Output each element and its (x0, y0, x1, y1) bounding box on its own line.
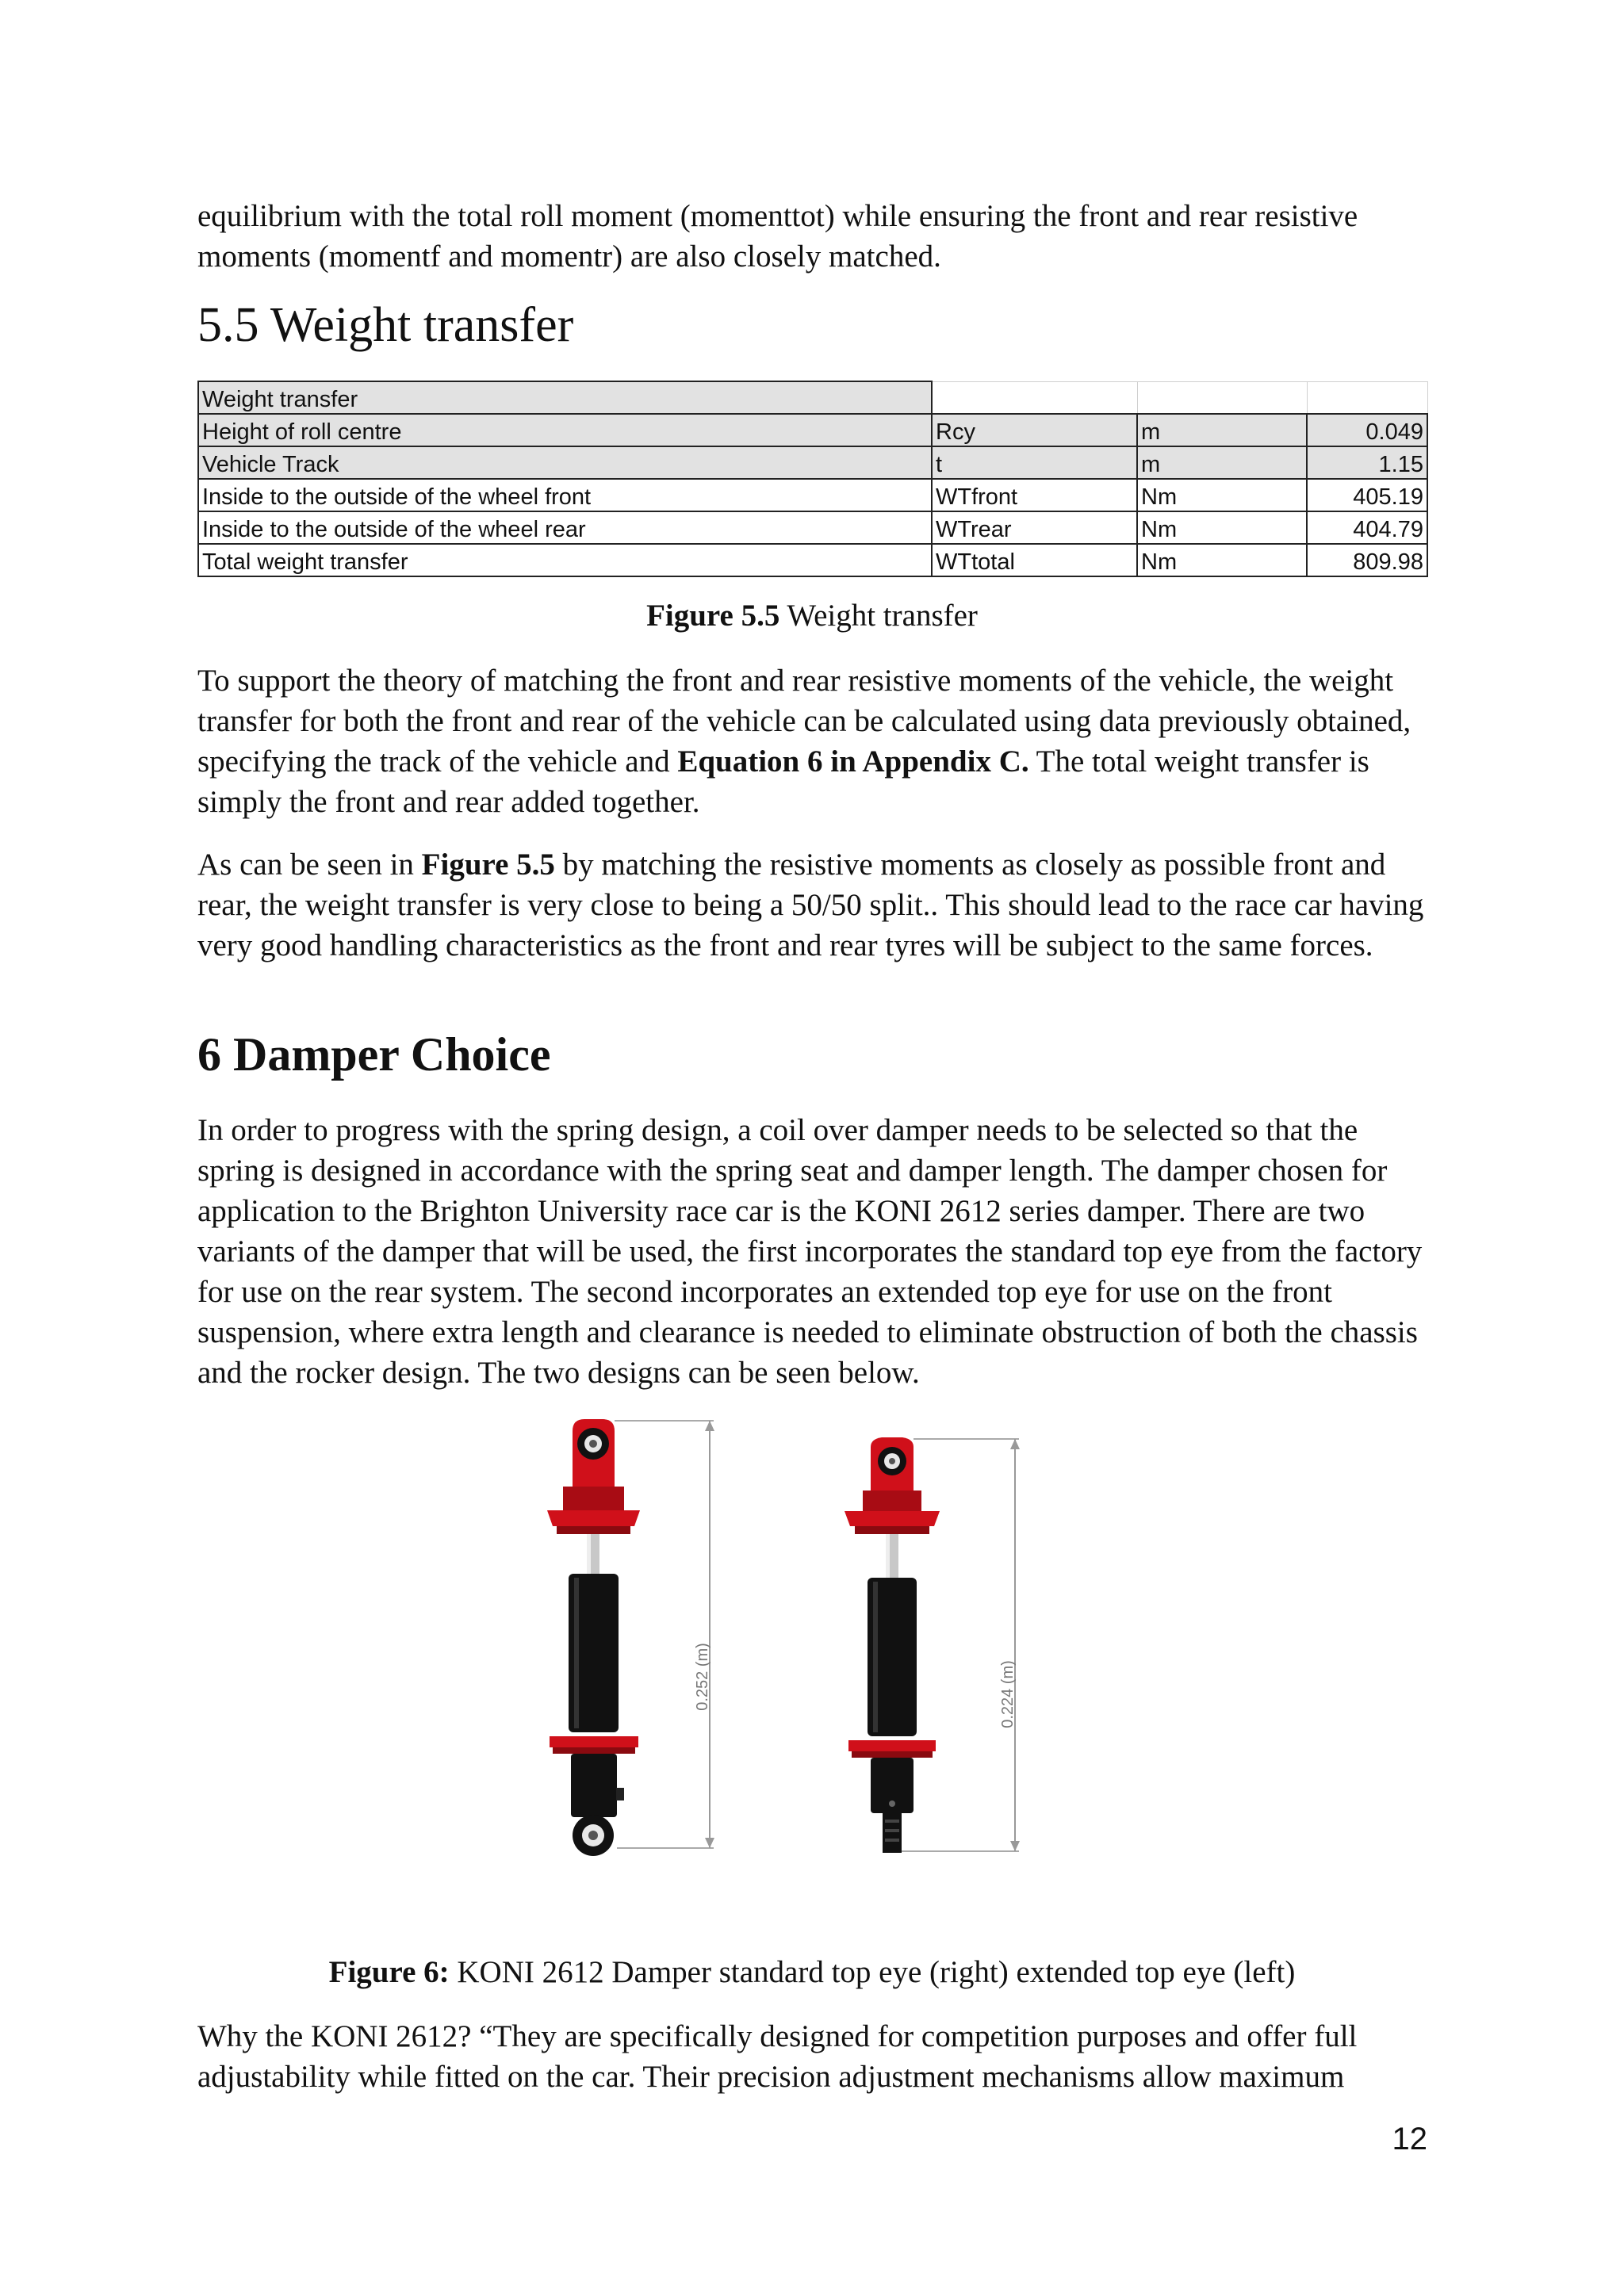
table-row: Height of roll centre Rcy m 0.049 (198, 414, 1427, 446)
section-heading-6: 6 Damper Choice (197, 1028, 551, 1081)
figure-6-caption: Figure 6: KONI 2612 Damper standard top eye (right) extended top eye (left) (328, 1955, 1296, 1989)
table-row: Vehicle Track t m 1.15 (198, 446, 1427, 479)
right-dimension-label: 0.224 (m) (999, 1660, 1017, 1728)
paragraph-weight-transfer-result: As can be seen in Figure 5.5 by matching the resistive moments as closely as possible front and rear, the weight transfer is very close to being a 50/50 split.. This should lead to the race car having very good handling characteristics as the front and rear tyres will be subject to the same forces. (197, 848, 1424, 962)
table-row: Inside to the outside of the wheel front WTfront Nm 405.19 (198, 479, 1427, 511)
paragraph-why-koni: Why the KONI 2612? “They are specifically designed for competition purposes and offer full adjustability while fitted on the car. Their precision adjustment mechanisms allow maximum (197, 2019, 1358, 2094)
intro-paragraph: equilibrium with the total roll moment (momenttot) while ensuring the front and rear resistive moments (momentf and momentr) are also closely matched. (197, 199, 1358, 274)
paragraph-weight-transfer-theory: To support the theory of matching the front and rear resistive moments of the vehicle, the weight transfer for both the front and rear of the vehicle can be calculated using data previously obtained, specifying the track of the vehicle and Equation 6 in Appendix C. The total weight transfer is simply the front and rear added together. (197, 664, 1411, 819)
paragraph-damper-choice: In order to progress with the spring design, a coil over damper needs to be selected so that the spring is designed in accordance with the spring seat and damper length. The damper chosen for application to the Brighton University race car is the KONI 2612 series damper. There are two variants of the damper that will be used, the first incorporates the standard top eye from the factory for use on the rear system. The second incorporates an extended top eye for use on the front suspension, where extra length and clearance is needed to eliminate obstruction of both the chassis and the rocker design. The two designs can be seen below. (197, 1113, 1423, 1390)
figure-5-5-caption: Figure 5.5 Weight transfer (646, 599, 978, 633)
damper-figure (523, 1415, 1047, 1891)
table-row: Total weight transfer WTtotal Nm 809.98 (198, 544, 1427, 576)
damper-standard-top-eye-illustration (845, 1437, 1020, 1853)
section-heading-5-5: 5.5 Weight transfer (197, 298, 574, 352)
table-header-row (198, 381, 1427, 414)
table-title-cell: Weight transfer (198, 381, 932, 414)
weight-transfer-table (197, 381, 1428, 577)
table-row: Inside to the outside of the wheel rear WTrear Nm 404.79 (198, 511, 1427, 544)
left-dimension-label: 0.252 (m) (694, 1643, 711, 1711)
page-number: 12 (1392, 2122, 1427, 2156)
damper-extended-top-eye-illustration (547, 1419, 714, 1856)
